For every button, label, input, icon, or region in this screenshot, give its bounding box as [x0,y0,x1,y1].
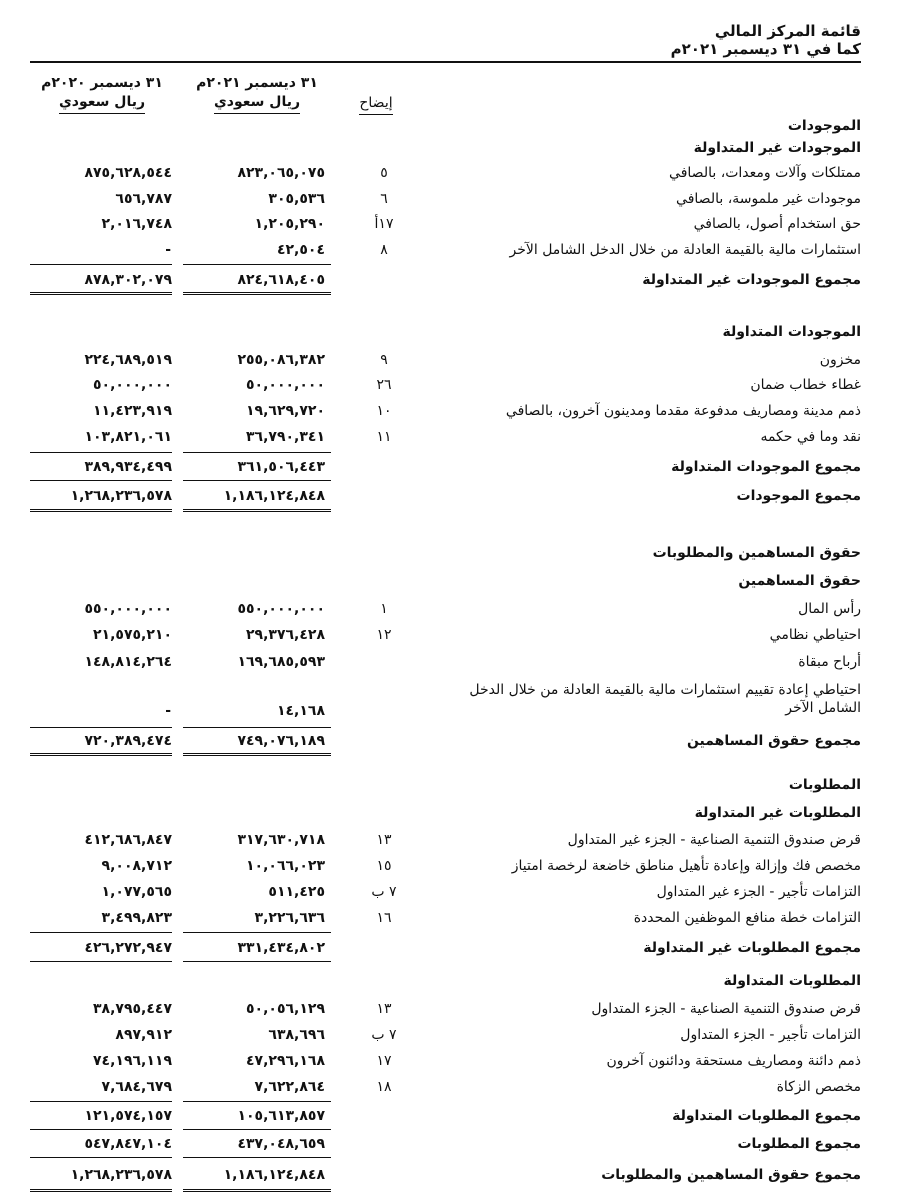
value-2020: ٨٩٧,٩١٢ [115,1027,172,1043]
value-2020: ١٠٣,٨٢١,٠٦١ [84,429,172,445]
subtotal-rule [30,1129,172,1130]
value-2020: ٢١,٥٧٥,٢١٠ [93,627,172,643]
subtotal-rule [30,961,172,962]
section-heading [0,803,903,827]
value-2020: ٧,٦٨٤,٦٧٩ [101,1079,172,1095]
row-label: احتياطي إعادة تقييم استثمارات مالية بالقيمة العادلة من خلال الدخل الشامل الآخر [469,682,861,716]
value-2021: ٣١٧,٦٣٠,٧١٨ [237,832,325,848]
row-label: الموجودات المتداولة [722,324,861,340]
row-note: ٩ [380,352,388,368]
row-label: غطاء خطاب ضمان [750,377,861,393]
table-row [0,189,903,213]
table-row [0,427,903,451]
row-label: مجموع المطلوبات [737,1136,861,1152]
value-2020: ١,٠٧٧,٥٦٥ [101,884,172,900]
row-label: مخزون [819,352,861,368]
value-2021: ٥٠,٠٠٠,٠٠٠ [246,377,325,393]
table-row [0,599,903,623]
total-rule [183,753,331,756]
value-2020: ١,٢٦٨,٢٣٦,٥٧٨ [70,488,172,504]
table-row [0,681,903,723]
subtotal-rule [183,1101,331,1102]
subtotal-rule [183,480,331,481]
value-2021: ٣,٢٢٦,٦٣٦ [254,910,325,926]
table-row [0,999,903,1023]
value-2020: ٨٧٥,٦٢٨,٥٤٤ [84,165,172,181]
value-2021: ١٦٩,٦٨٥,٥٩٣ [237,654,325,670]
row-note: ١٥ [376,858,392,874]
subtotal-rule [183,961,331,962]
row-label: المطلوبات [788,777,861,793]
table-row [0,1025,903,1049]
value-2021: ١,١٨٦,١٢٤,٨٤٨ [223,1167,325,1183]
row-label: الموجودات [787,118,861,134]
note-header-label: إيضاح [359,94,392,115]
total-rule [30,753,172,756]
row-note: ٧ ب [371,884,397,900]
column-date-2021: ٣١ ديسمبر ٢٠٢١م [196,75,318,91]
total-row [0,1134,903,1158]
section-heading [0,116,903,140]
value-2021: ٣٦,٧٩٠,٣٤١ [246,429,325,445]
value-2021: ١,١٨٦,١٢٤,٨٤٨ [223,488,325,504]
value-2020: ٨٧٨,٣٠٢,٠٧٩ [84,272,172,288]
table-row [0,163,903,187]
value-2020: ٥٥٠,٠٠٠,٠٠٠ [84,601,172,617]
row-label: الموجودات غير المتداولة [693,140,861,156]
row-label: موجودات غير ملموسة، بالصافي [676,191,861,207]
total-row [0,457,903,481]
value-2021: ٢٩,٣٧٦,٤٢٨ [246,627,325,643]
section-heading [0,138,903,162]
value-2021: ٣٦١,٥٠٦,٤٤٣ [237,459,325,475]
subtotal-rule [183,932,331,933]
row-label: المطلوبات غير المتداولة [694,805,861,821]
table-row [0,214,903,238]
row-label: مخصص الزكاة [776,1079,861,1095]
row-label: مخصص فك وإزالة وإعادة تأهيل مناطق خاضعة لرخصة امتياز [511,858,861,874]
value-2020: ١١,٤٢٣,٩١٩ [93,403,172,419]
row-label: مجموع حقوق المساهمين والمطلوبات [601,1167,861,1183]
row-note: ١٢ [376,627,392,643]
section-heading [0,775,903,799]
row-label: ذمم دائنة ومصاريف مستحقة ودائنون آخرون [606,1053,861,1069]
total-row [0,486,903,510]
total-rule [30,1189,172,1192]
row-note: ١ [380,601,388,617]
subtotal-rule [183,727,331,728]
value-2020: ٦٥٦,٧٨٧ [115,191,172,207]
row-note: ٦ [380,191,388,207]
value-2020: ٥٤٧,٨٤٧,١٠٤ [84,1136,172,1152]
subtotal-rule [30,264,172,265]
total-rule [183,292,331,295]
row-label: المطلوبات المتداولة [723,973,861,989]
row-label: مجموع المطلوبات غير المتداولة [643,940,861,956]
value-2020: ٩,٠٠٨,٧١٢ [101,858,172,874]
value-2020: ٧٢٠,٣٨٩,٤٧٤ [84,733,172,749]
value-2021: ٣٠٥,٥٣٦ [268,191,325,207]
row-label: قرض صندوق التنمية الصناعية - الجزء غير المتداول [567,832,861,848]
column-header-2021 [183,74,331,114]
row-label: احتياطي نظامي [769,627,861,643]
statement-date: كما في ٣١ ديسمبر ٢٠٢١م [670,40,861,58]
row-label: قرض صندوق التنمية الصناعية - الجزء المتداول [591,1001,861,1017]
statement-title: قائمة المركز المالي [714,22,861,40]
total-row [0,270,903,294]
column-header-note [346,94,406,115]
row-note: ١٣ [376,832,392,848]
row-note: ٨ [380,242,388,258]
row-label: مجموع الموجودات المتداولة [671,459,861,475]
table-row [0,240,903,264]
row-note: ٧ ب [371,1027,397,1043]
row-note: ١٧ [376,1053,392,1069]
subtotal-rule [30,932,172,933]
value-2021: ٥٥٠,٠٠٠,٠٠٠ [237,601,325,617]
value-2020: ٣,٤٩٩,٨٢٣ [101,910,172,926]
table-row [0,350,903,374]
row-label: أرباح مبقاة [798,654,861,670]
value-2021: ١٩,٦٢٩,٧٢٠ [246,403,325,419]
subtotal-rule [30,1157,172,1158]
value-2020: ٣٨,٧٩٥,٤٤٧ [93,1001,172,1017]
subtotal-rule [183,264,331,265]
header-rule [30,61,861,63]
row-note: ١٠ [376,403,392,419]
row-note: ١٨ [376,1079,392,1095]
row-note: ١٦ [376,910,392,926]
row-note: ٥ [380,165,388,181]
row-label: حقوق المساهمين والمطلوبات [652,545,861,561]
subtotal-rule [183,452,331,453]
value-2021: ٨٢٤,٦١٨,٤٠٥ [237,272,325,288]
value-2020: ٤١٢,٦٨٦,٨٤٧ [84,832,172,848]
value-2021: ٣٣١,٤٣٤,٨٠٢ [237,940,325,956]
value-2021: ٦٣٨,٦٩٦ [268,1027,325,1043]
value-2020: - [165,703,172,719]
total-row [0,1106,903,1130]
value-2021: ٤٣٧,٠٤٨,٦٥٩ [237,1136,325,1152]
subtotal-rule [30,452,172,453]
row-label: مجموع الموجودات [736,488,861,504]
column-date-2020: ٣١ ديسمبر ٢٠٢٠م [41,75,163,91]
subtotal-rule [183,1129,331,1130]
total-rule [30,292,172,295]
table-row [0,856,903,880]
value-2021: ٥٠,٠٥٦,١٢٩ [246,1001,325,1017]
column-unit-2020: ريال سعودي [59,93,145,114]
value-2021: ٥١١,٤٢٥ [268,884,325,900]
row-note: ٢٦ [376,377,392,393]
value-2020: ٢٢٤,٦٨٩,٥١٩ [84,352,172,368]
subtotal-rule [30,480,172,481]
value-2020: ١٤٨,٨١٤,٢٦٤ [84,654,172,670]
row-label: ممتلكات وآلات ومعدات، بالصافي [669,165,861,181]
table-row [0,882,903,906]
row-label: حق استخدام أصول، بالصافي [693,216,861,232]
row-label: التزامات تأجير - الجزء المتداول [680,1027,861,1043]
value-2021: ١٠٥,٦١٣,٨٥٧ [237,1108,325,1124]
section-heading [0,543,903,567]
subtotal-rule [30,1101,172,1102]
value-2021: ١٠,٠٦٦,٠٢٣ [246,858,325,874]
value-2020: ٣٨٩,٩٣٤,٤٩٩ [84,459,172,475]
value-2021: ٤٧,٢٩٦,١٦٨ [246,1053,325,1069]
row-label: نقد وما في حكمه [760,429,861,445]
value-2020: - [165,242,172,258]
value-2021: ٢٥٥,٠٨٦,٣٨٢ [237,352,325,368]
value-2021: ٧٤٩,٠٧٦,١٨٩ [237,733,325,749]
table-row [0,652,903,676]
column-header-2020 [22,74,182,114]
row-label: مجموع الموجودات غير المتداولة [642,272,861,288]
row-label: التزامات خطة منافع الموظفين المحددة [633,910,861,926]
row-note: ١١ [376,429,392,445]
value-2021: ٤٢,٥٠٤ [276,242,325,258]
table-row [0,375,903,399]
row-label: التزامات تأجير - الجزء غير المتداول [656,884,861,900]
row-note: ١٧أ [374,216,394,232]
subtotal-rule [30,727,172,728]
section-heading [0,571,903,595]
table-row [0,625,903,649]
value-2020: ١٢١,٥٧٤,١٥٧ [84,1108,172,1124]
row-label: مجموع حقوق المساهمين [686,733,861,749]
value-2021: ٧,٦٢٢,٨٦٤ [254,1079,325,1095]
value-2020: ١,٢٦٨,٢٣٦,٥٧٨ [70,1167,172,1183]
total-row [0,731,903,755]
total-rule [183,1189,331,1192]
section-heading [0,322,903,346]
row-label: ذمم مدينة ومصاريف مدفوعة مقدما ومدينون آخرون، بالصافي [505,403,861,419]
total-rule [183,509,331,512]
row-label: حقوق المساهمين [738,573,861,589]
table-row [0,830,903,854]
row-label: رأس المال [798,601,861,617]
table-row [0,908,903,932]
total-rule [30,509,172,512]
value-2020: ٢,٠١٦,٧٤٨ [101,216,172,232]
value-2020: ٥٠,٠٠٠,٠٠٠ [93,377,172,393]
value-2020: ٤٢٦,٢٧٢,٩٤٧ [84,940,172,956]
total-row [0,1165,903,1189]
row-label: مجموع المطلوبات المتداولة [672,1108,861,1124]
column-unit-2021: ريال سعودي [214,93,300,114]
value-2020: ٧٤,١٩٦,١١٩ [93,1053,172,1069]
table-row [0,401,903,425]
subtotal-rule [183,1157,331,1158]
value-2021: ١,٢٠٥,٢٩٠ [254,216,325,232]
row-label: استثمارات مالية بالقيمة العادلة من خلال الدخل الشامل الآخر [509,242,861,258]
value-2021: ٨٢٣,٠٦٥,٠٧٥ [237,165,325,181]
table-row [0,1077,903,1101]
section-heading [0,971,903,995]
value-2021: ١٤,١٦٨ [276,703,325,719]
row-note: ١٣ [376,1001,392,1017]
total-row [0,938,903,962]
table-row [0,1051,903,1075]
